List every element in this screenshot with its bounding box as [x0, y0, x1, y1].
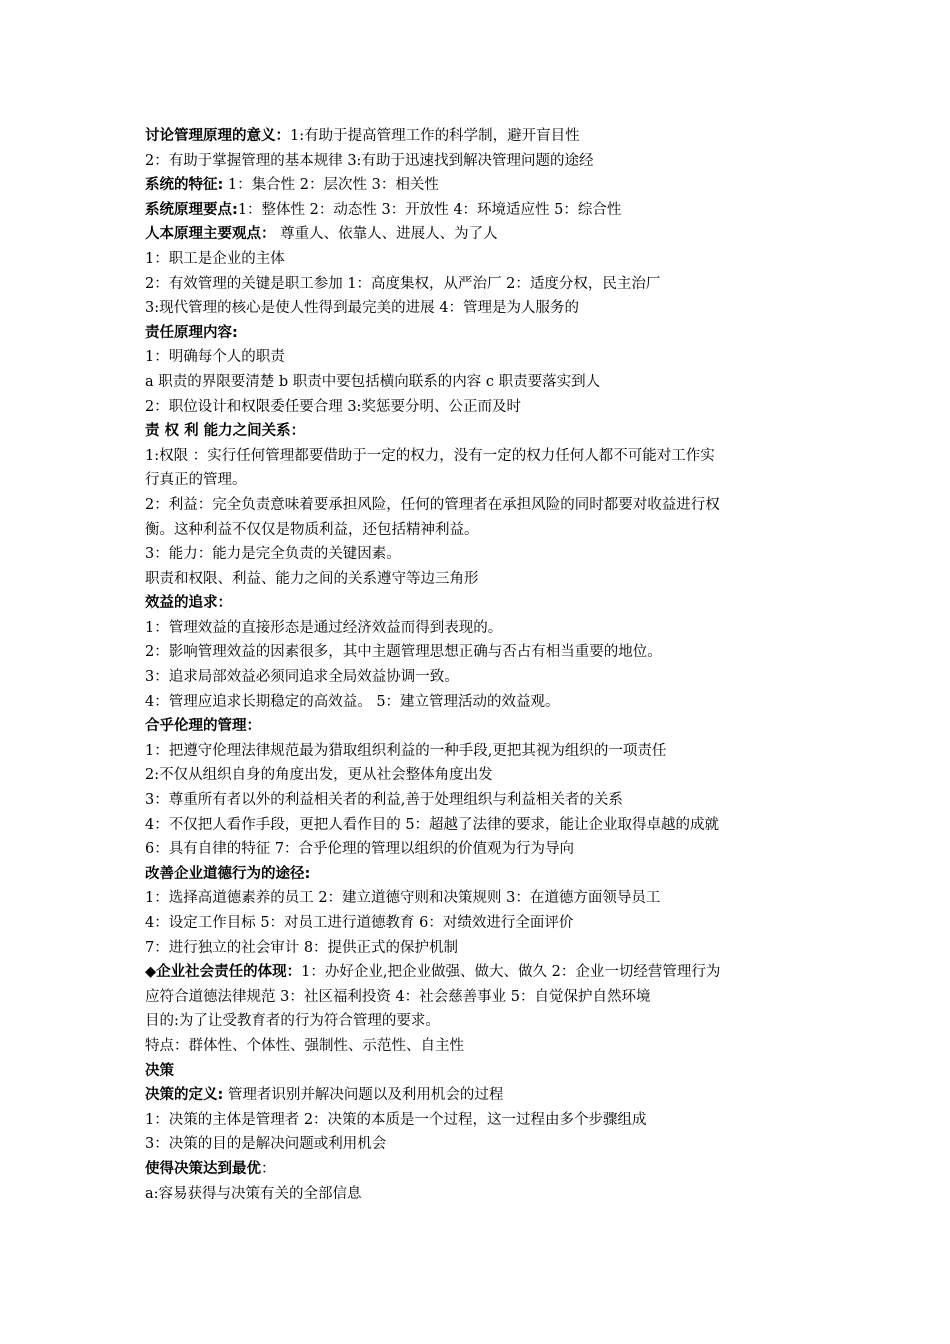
- line-text: 1：决策的主体是管理者 2：决策的本质是一个过程，这一过程由多个步骤组成: [145, 1111, 647, 1128]
- text-line: [145, 911, 825, 936]
- line-text: 1：职工是企业的主体: [145, 250, 285, 267]
- line-text: 1：管理效益的直接形态是通过经济效益而得到表现的。: [145, 619, 503, 636]
- text-line: [145, 960, 825, 985]
- text-line: [145, 419, 825, 444]
- text-line: [145, 345, 825, 370]
- text-line: [145, 1009, 825, 1034]
- line-text: 1：集合性 2：层次性 3：相关性: [223, 177, 439, 194]
- text-line: [145, 173, 825, 198]
- text-line: [145, 813, 825, 838]
- line-text: 目的:为了让受教育者的行为符合管理的要求。: [145, 1013, 440, 1030]
- line-text: 2：职位设计和权限委任要合理 3:奖惩要分明、公正而及时: [145, 398, 521, 415]
- line-text: 1：整体性 2：动态性 3：开放性 4：环境适应性 5：综合性: [237, 201, 622, 218]
- text-line: [145, 1157, 825, 1182]
- bold-heading: 使得决策达到最优: [145, 1160, 261, 1177]
- text-line: [145, 1132, 825, 1157]
- line-text: 2：有助于掌握管理的基本规律 3:有助于迅速找到解决管理问题的途经: [145, 152, 594, 169]
- line-text: 3：追求局部效益必须同追求全局效益协调一致。: [145, 669, 459, 686]
- line-text: 1:权限 ：实行任何管理都要借助于一定的权力，没有一定的权力任何人都不可能对工作实: [145, 447, 715, 464]
- line-text: 1：把遵守伦理法律规范最为猎取组织利益的一种手段,更把其视为组织的一项责任: [145, 742, 667, 759]
- document-body: [145, 124, 825, 1206]
- bold-heading: 责任原理内容:: [145, 324, 238, 341]
- line-text: 4：管理应追求长期稳定的高效益。 5：建立管理活动的效益观。: [145, 693, 560, 710]
- text-line: [145, 296, 825, 321]
- text-line: [145, 788, 825, 813]
- text-line: [145, 468, 825, 493]
- line-text: 衡。这种利益不仅仅是物质利益，还包括精神利益。: [145, 521, 479, 538]
- text-line: [145, 222, 825, 247]
- text-line: [145, 198, 825, 223]
- line-text: 2：利益：完全负责意味着要承担风险，任何的管理者在承担风险的同时都要对收益进行权: [145, 496, 720, 513]
- line-text: 1：办好企业,把企业做强、做大、做久 2：企业一切经营管理行为: [301, 964, 721, 981]
- line-text: 2：有效管理的关键是职工参加 1：高度集权，从严治厂 2：适度分权，民主治厂: [145, 275, 661, 292]
- bold-heading: 合乎伦理的管理：: [145, 718, 261, 735]
- line-text: a:容易获得与决策有关的全部信息: [145, 1185, 362, 1202]
- text-line: [145, 862, 825, 887]
- line-text: 4：设定工作目标 5：对员工进行道德教育 6：对绩效进行全面评价: [145, 915, 574, 931]
- text-line: [145, 1034, 825, 1059]
- line-text: 7：进行独立的社会审计 8：提供正式的保护机制: [145, 939, 459, 956]
- bold-heading: 决策: [145, 1062, 174, 1079]
- text-line: [145, 444, 825, 469]
- text-line: [145, 985, 825, 1010]
- text-line: [145, 1108, 825, 1133]
- text-line: [145, 124, 825, 149]
- text-line: [145, 1059, 825, 1084]
- text-line: [145, 272, 825, 297]
- line-text: 3：能力：能力是完全负责的关键因素。: [145, 546, 401, 563]
- bold-heading: 人本原理主要观点：: [145, 226, 276, 243]
- bold-heading: 效益的追求：: [145, 595, 232, 612]
- text-line: [145, 518, 825, 543]
- text-line: [145, 247, 825, 272]
- line-text: 职责和权限、利益、能力之间的关系遵守等边三角形: [145, 570, 479, 587]
- text-line: [145, 640, 825, 665]
- text-line: [145, 665, 825, 690]
- bold-heading: 系统的特征:: [145, 177, 224, 194]
- bold-heading: ◆企业社会责任的体现：: [145, 964, 302, 981]
- line-text: 2:不仅从组织自身的角度出发，更从社会整体角度出发: [145, 767, 493, 784]
- text-line: [145, 936, 825, 961]
- line-text: 尊重人、依靠人、进展人、为了人: [275, 226, 498, 243]
- text-line: [145, 763, 825, 788]
- bold-heading: 改善企业道德行为的途径:: [145, 865, 311, 882]
- text-line: [145, 395, 825, 420]
- bold-heading: 决策的定义:: [145, 1087, 224, 1104]
- text-line: [145, 886, 825, 911]
- text-line: [145, 616, 825, 641]
- bold-heading: 系统原理要点:: [145, 201, 238, 218]
- text-line: [145, 321, 825, 346]
- line-text: 3：尊重所有者以外的利益相关者的利益,善于处理组织与利益相关者的关系: [145, 792, 623, 809]
- text-line: [145, 690, 825, 715]
- line-text: 3:现代管理的核心是使人性得到最完美的进展 4：管理是为人服务的: [145, 300, 579, 317]
- line-text: ：: [261, 1160, 276, 1177]
- text-line: [145, 1083, 825, 1108]
- line-text: 应符合道德法律规范 3：社区福利投资 4：社会慈善事业 5：自觉保护自然环境: [145, 988, 651, 1005]
- text-line: [145, 591, 825, 616]
- text-line: [145, 493, 825, 518]
- bold-heading: 讨论管理原理的意义：: [145, 128, 290, 144]
- line-text: 行真正的管理。: [145, 472, 247, 489]
- text-line: [145, 739, 825, 764]
- line-text: 1:有助于提高管理工作的科学制，避开盲目性: [290, 128, 580, 144]
- text-line: [145, 837, 825, 862]
- line-text: 特点：群体性、个体性、强制性、示范性、自主性: [145, 1037, 464, 1054]
- line-text: a 职责的界限要清楚 b 职责中要包括横向联系的内容 c 职责要落实到人: [145, 373, 601, 390]
- line-text: 2：影响管理效益的因素很多，其中主题管理思想正确与否占有相当重要的地位。: [145, 644, 662, 661]
- line-text: 4：不仅把人看作手段，更把人看作目的 5：超越了法律的要求，能让企业取得卓越的成就: [145, 816, 720, 833]
- text-line: [145, 149, 825, 174]
- text-line: [145, 1182, 825, 1207]
- line-text: 1：选择高道德素养的员工 2：建立道德守则和决策规则 3：在道德方面领导员工: [145, 890, 661, 907]
- text-line: [145, 542, 825, 567]
- text-line: [145, 714, 825, 739]
- text-line: [145, 370, 825, 395]
- line-text: 3：决策的目的是解决问题或利用机会: [145, 1136, 387, 1153]
- bold-heading: 责 权 利 能力之间关系：: [145, 423, 306, 440]
- line-text: 6：具有自律的特征 7：合乎伦理的管理以组织的价值观为行为导向: [145, 841, 575, 858]
- text-line: [145, 567, 825, 592]
- line-text: 管理者识别并解决问题以及利用机会的过程: [223, 1087, 504, 1104]
- line-text: 1：明确每个人的职责: [145, 349, 285, 366]
